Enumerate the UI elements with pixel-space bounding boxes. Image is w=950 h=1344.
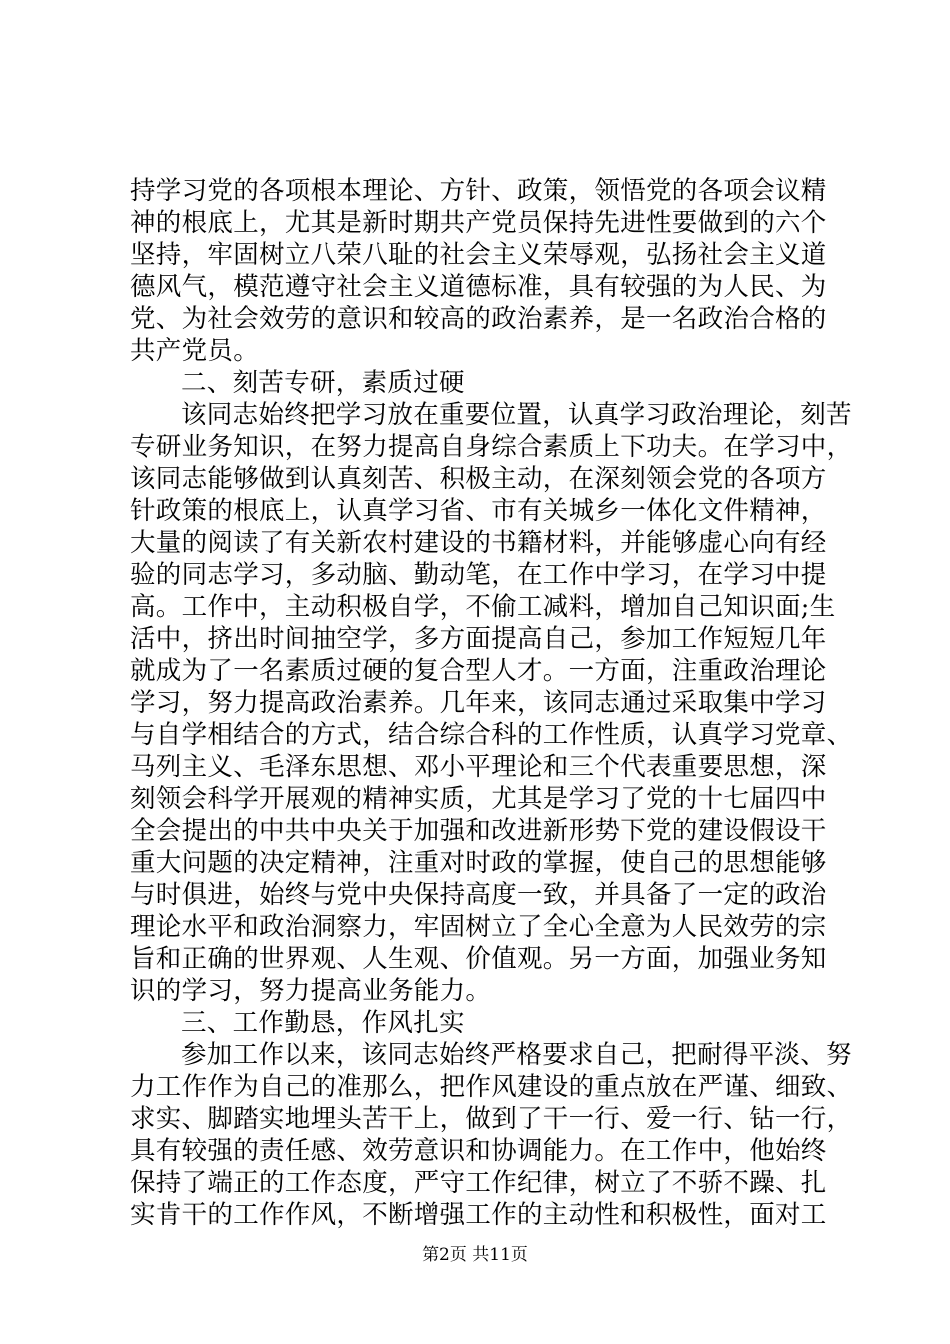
body-text-line: 旨和正确的世界观、人生观、价值观。另一方面，加强业务知 [130, 944, 827, 974]
body-text-line: 参加工作以来，该同志始终严格要求自己，把耐得平淡、努 [181, 1040, 852, 1070]
body-text-line: 保持了端正的工作态度，严守工作纪律，树立了不骄不躁、扎 [130, 1168, 827, 1198]
body-text-line: 力工作作为自己的准那么，把作风建设的重点放在严谨、细致、 [130, 1072, 853, 1102]
body-text-line: 专研业务知识，在努力提高自身综合素质上下功夫。在学习中， [130, 432, 853, 462]
body-text-line: 重大问题的决定精神，注重对时政的掌握，使自己的思想能够 [130, 848, 827, 878]
body-text-line: 共产党员。 [130, 336, 260, 366]
section-heading: 二、刻苦专研，素质过硬 [181, 368, 465, 398]
body-text-line: 理论水平和政治洞察力，牢固树立了全心全意为人民效劳的宗 [130, 912, 827, 942]
body-text-line: 实肯干的工作作风，不断增强工作的主动性和积极性，面对工 [130, 1200, 827, 1230]
body-text-line: 该同志始终把学习放在重要位置，认真学习政治理论，刻苦 [181, 400, 852, 430]
body-text-line: 求实、脚踏实地埋头苦干上，做到了干一行、爱一行、钻一行， [130, 1104, 853, 1134]
body-text-line: 德风气，模范遵守社会主义道德标准，具有较强的为人民、为 [130, 272, 827, 302]
section-heading: 三、工作勤恳，作风扎实 [181, 1008, 465, 1038]
body-text-line: 全会提出的中共中央关于加强和改进新形势下党的建设假设干 [130, 816, 827, 846]
body-text-line: 识的学习，努力提高业务能力。 [130, 976, 492, 1006]
body-text-line: 验的同志学习，多动脑、勤动笔，在工作中学习，在学习中提 [130, 560, 827, 590]
body-text-line: 刻领会科学开展观的精神实质，尤其是学习了党的十七届四中 [130, 784, 827, 814]
body-text-line: 马列主义、毛泽东思想、邓小平理论和三个代表重要思想，深 [130, 752, 827, 782]
body-text-line: 持学习党的各项根本理论、方针、政策，领悟党的各项会议精 [130, 176, 827, 206]
body-text-line: 针政策的根底上，认真学习省、市有关城乡一体化文件精神， [130, 496, 827, 526]
page-number-footer: 第2页 共11页 [422, 1245, 528, 1265]
body-text-line: 大量的阅读了有关新农村建设的书籍材料，并能够虚心向有经 [130, 528, 827, 558]
body-text-line: 高。工作中，主动积极自学，不偷工减料，增加自己知识面;生 [130, 592, 836, 622]
body-text-line: 坚持，牢固树立八荣八耻的社会主义荣辱观，弘扬社会主义道 [130, 240, 827, 270]
body-text-line: 学习，努力提高政治素养。几年来，该同志通过采取集中学习 [130, 688, 827, 718]
body-text-line: 神的根底上，尤其是新时期共产党员保持先进性要做到的六个 [130, 208, 827, 238]
body-text-line: 与自学相结合的方式，结合综合科的工作性质，认真学习党章、 [130, 720, 853, 750]
body-text-line: 该同志能够做到认真刻苦、积极主动，在深刻领会党的各项方 [130, 464, 827, 494]
body-text-line: 党、为社会效劳的意识和较高的政治素养，是一名政治合格的 [130, 304, 827, 334]
body-text-line: 就成为了一名素质过硬的复合型人才。一方面，注重政治理论 [130, 656, 827, 686]
body-text-line: 与时俱进，始终与党中央保持高度一致，并具备了一定的政治 [130, 880, 827, 910]
body-text-line: 具有较强的责任感、效劳意识和协调能力。在工作中，他始终 [130, 1136, 827, 1166]
body-text-line: 活中，挤出时间抽空学，多方面提高自己，参加工作短短几年 [130, 624, 827, 654]
